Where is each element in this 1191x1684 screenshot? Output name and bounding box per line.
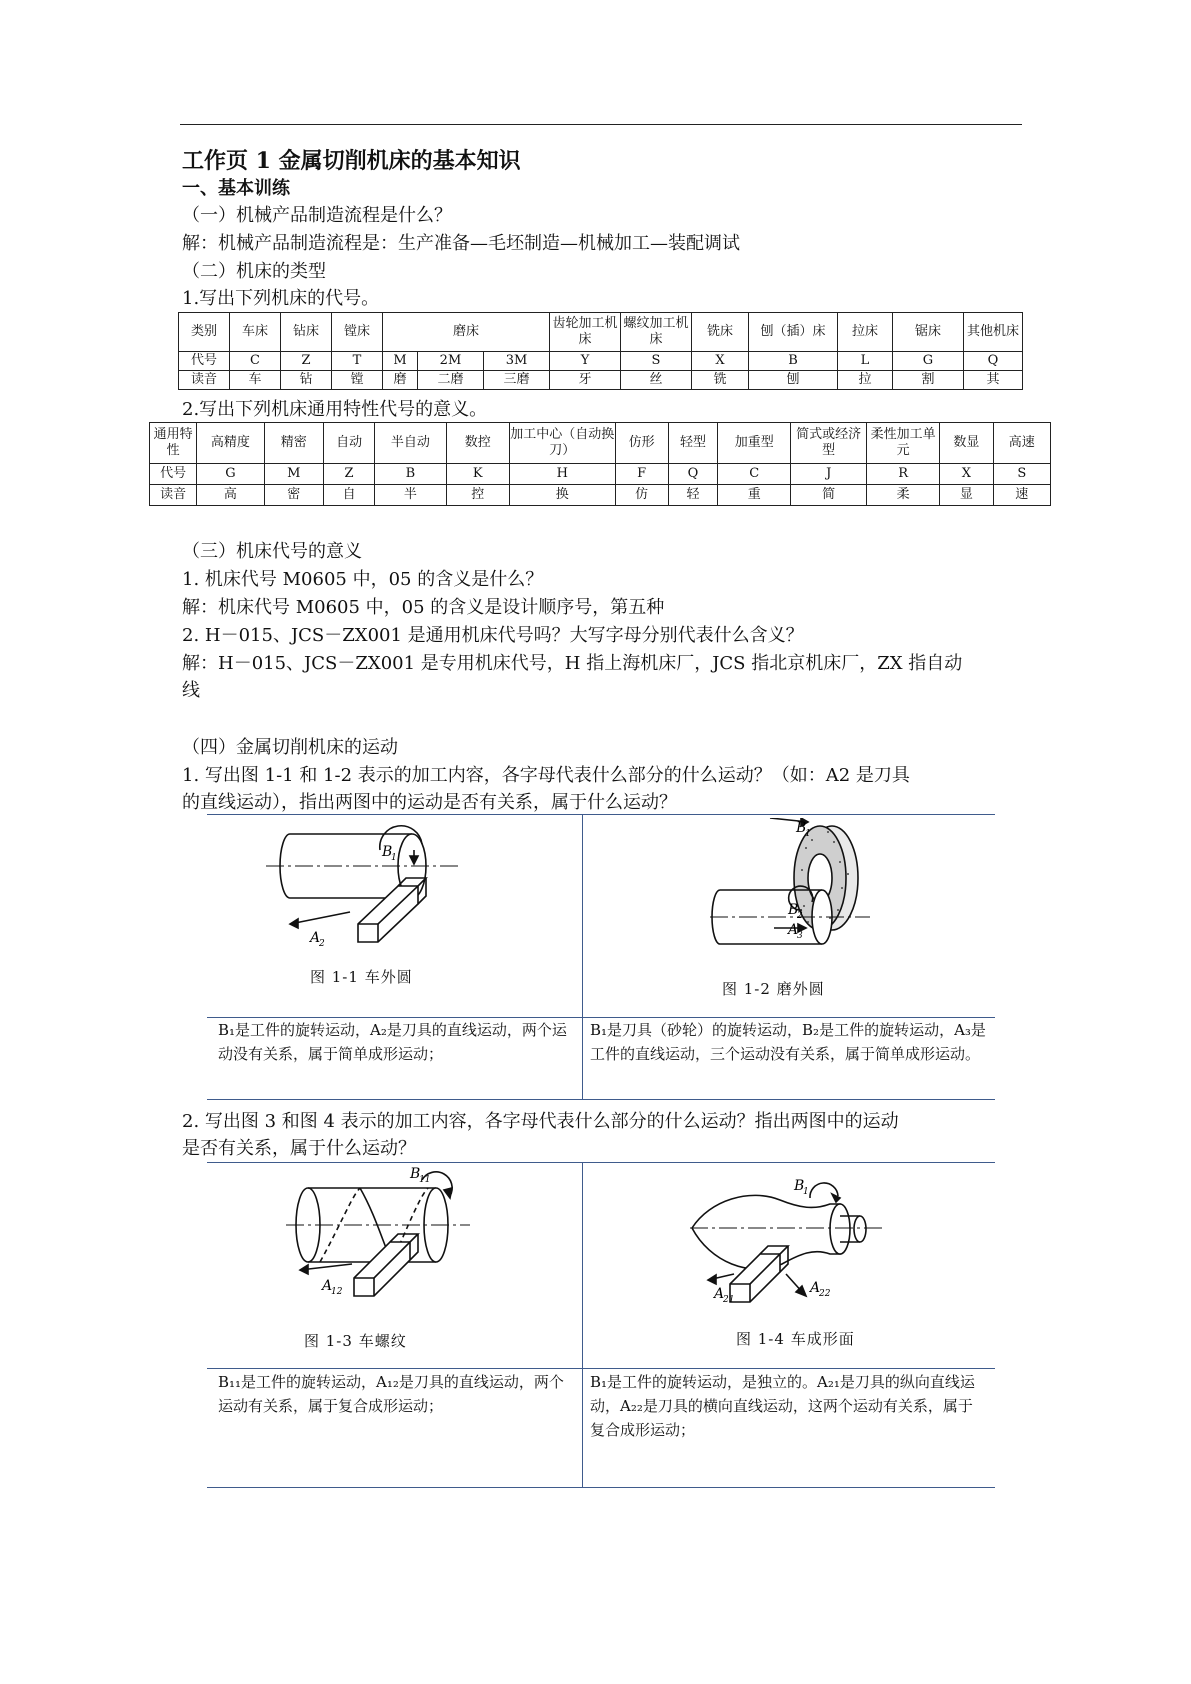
figure-1-1-turning-diagram	[260, 822, 480, 962]
label-a22: A	[810, 1280, 821, 1296]
question-4: （四）金属切削机床的运动	[182, 737, 398, 758]
label-a12-sub: 12	[331, 1287, 343, 1297]
table-cell: 速	[993, 485, 1050, 506]
table-cell: 齿轮加工机床	[550, 313, 621, 352]
table-cell: 3M	[483, 352, 549, 371]
table-cell: 仿形	[615, 423, 668, 464]
table-cell: 简	[791, 485, 866, 506]
table-cell: 高精度	[197, 423, 264, 464]
label-b2: B	[788, 902, 799, 918]
table-cell: H	[509, 464, 615, 485]
header-rule	[180, 124, 1022, 125]
table-cell: 半自动	[375, 423, 446, 464]
figure-1-2-description: B₁是刀具（砂轮）的旋转运动，B₂是工件的旋转运动，A₃是工件的直线运动，三个运动没有关系，属于简单成形运动。	[590, 1021, 986, 1063]
label-b1: B	[382, 844, 393, 860]
table-cell: 通用特性	[150, 423, 197, 464]
table-cell: 控	[446, 485, 509, 506]
table-row	[150, 485, 1051, 506]
question-4-2-continued: 是否有关系，属于什么运动？	[182, 1138, 416, 1159]
table-row	[179, 313, 1023, 352]
label-a21-sub: 21	[723, 1295, 735, 1305]
table-cell: S	[993, 464, 1050, 485]
question-2-1: 1.写出下列机床的代号。	[182, 288, 380, 309]
figure-1-2-caption: 图 1-2 磨外圆	[722, 980, 825, 998]
table-cell: 镗	[332, 371, 383, 390]
table-cell: 铣	[692, 371, 749, 390]
table-cell: 其他机床	[964, 313, 1023, 352]
table-cell: G	[197, 464, 264, 485]
table-cell: 割	[893, 371, 964, 390]
table-cell: T	[332, 352, 383, 371]
table-cell: 锯床	[893, 313, 964, 352]
table-cell: 丝	[621, 371, 692, 390]
answer-3-2: 解：H－015、JCS－ZX001 是专用机床代号，H 指上海机床厂，JCS 指北京机床厂，ZX 指自动	[182, 653, 963, 674]
table-cell: 柔性加工单元	[866, 423, 939, 464]
label-b1: B	[796, 820, 807, 836]
table-cell: 加重型	[718, 423, 791, 464]
table-cell: 刨	[749, 371, 838, 390]
table-row	[179, 352, 1023, 371]
table-cell: 精密	[264, 423, 323, 464]
label-a22-sub: 22	[819, 1289, 831, 1299]
table-cell: 其	[964, 371, 1023, 390]
table-cell: 重	[718, 485, 791, 506]
table-cell: M	[264, 464, 323, 485]
label-a3: A	[788, 922, 799, 938]
figure-grid-rule	[207, 1368, 995, 1369]
label-b1-sub: 1	[805, 829, 811, 839]
label-b1-sub: 1	[391, 853, 397, 863]
question-4-1: 1. 写出图 1-1 和 1-2 表示的加工内容，各字母代表什么部分的什么运动？（如：A2 是刀具	[182, 765, 910, 786]
table-cell: Q	[668, 464, 717, 485]
table-cell: 柔	[866, 485, 939, 506]
figure-1-2-grinding-diagram	[710, 818, 900, 968]
characteristic-code-table	[149, 422, 1051, 506]
figure-1-3-caption: 图 1-3 车螺纹	[304, 1332, 407, 1350]
table-cell: 自	[323, 485, 374, 506]
table-cell: 换	[509, 485, 615, 506]
table-cell: 轻型	[668, 423, 717, 464]
table-cell: 密	[264, 485, 323, 506]
table-cell: 拉	[838, 371, 893, 390]
table-cell: 螺纹加工机床	[621, 313, 692, 352]
label-b1: B	[794, 1178, 805, 1194]
machine-code-table	[178, 312, 1023, 390]
table-cell: X	[692, 352, 749, 371]
label-b11-sub: 11	[419, 1175, 431, 1185]
table-cell: 高速	[993, 423, 1050, 464]
answer-3-1: 解：机床代号 M0605 中，05 的含义是设计顺序号，第五种	[182, 597, 665, 618]
table-cell: 铣床	[692, 313, 749, 352]
table-cell: 二磨	[417, 371, 483, 390]
table-cell: L	[838, 352, 893, 371]
table-cell: Y	[550, 352, 621, 371]
section-heading: 一、基本训练	[182, 178, 290, 199]
table-cell: C	[230, 352, 281, 371]
table-cell: 磨	[383, 371, 418, 390]
table-cell: B	[749, 352, 838, 371]
table-row	[179, 371, 1023, 390]
table-cell: 读音	[150, 485, 197, 506]
table-row	[150, 464, 1051, 485]
question-4-1-continued: 的直线运动），指出两图中的运动是否有关系，属于什么运动？	[182, 792, 677, 813]
label-a3-sub: 3	[797, 931, 803, 941]
table-cell: M	[383, 352, 418, 371]
table-cell: 2M	[417, 352, 483, 371]
label-a2-sub: 2	[319, 939, 325, 949]
table-cell: 钻床	[281, 313, 332, 352]
page-title: 工作页 1 金属切削机床的基本知识	[182, 148, 521, 174]
table-cell: C	[718, 464, 791, 485]
table-cell: 自动	[323, 423, 374, 464]
label-a2: A	[310, 930, 321, 946]
table-cell: 磨床	[383, 313, 550, 352]
table-cell: Z	[323, 464, 374, 485]
table-cell: 代号	[150, 464, 197, 485]
figure-1-4-description: B₁是工件的旋转运动，是独立的。A₂₁是刀具的纵向直线运动，A₂₂是刀具的横向直线运动，这两个运动有关系，属于复合成形运动；	[590, 1373, 975, 1439]
table-cell: B	[375, 464, 446, 485]
table-cell: F	[615, 464, 668, 485]
label-b11: B	[410, 1166, 421, 1182]
figure-grid-divider	[582, 814, 583, 1100]
table-cell: J	[791, 464, 866, 485]
figure-grid-divider	[582, 1162, 583, 1488]
question-2-2: 2.写出下列机床通用特性代号的意义。	[182, 399, 488, 420]
table-cell: 牙	[550, 371, 621, 390]
table-cell: 加工中心（自动换刀）	[509, 423, 615, 464]
figure-1-3-thread-diagram	[280, 1166, 480, 1306]
table-cell: 代号	[179, 352, 230, 371]
figure-1-4-form-turning-diagram	[690, 1170, 890, 1310]
table-cell: Z	[281, 352, 332, 371]
figure-1-3-description: B₁₁是工件的旋转运动，A₁₂是刀具的直线运动，两个运动有关系，属于复合成形运动；	[218, 1373, 564, 1415]
label-a21: A	[714, 1286, 725, 1302]
label-a12: A	[322, 1278, 333, 1294]
answer-1: 解：机械产品制造流程是：生产准备—毛坯制造—机械加工—装配调试	[182, 233, 740, 254]
label-b2-sub: 2	[797, 911, 803, 921]
table-cell: 数显	[940, 423, 993, 464]
table-cell: 简式或经济型	[791, 423, 866, 464]
question-4-2: 2. 写出图 3 和图 4 表示的加工内容，各字母代表什么部分的什么运动？指出两图中的运动	[182, 1111, 899, 1132]
table-cell: X	[940, 464, 993, 485]
table-cell: 半	[375, 485, 446, 506]
table-cell: S	[621, 352, 692, 371]
question-2: （二）机床的类型	[182, 261, 326, 282]
question-1: （一）机械产品制造流程是什么？	[182, 205, 452, 226]
table-cell: 仿	[615, 485, 668, 506]
table-cell: 车床	[230, 313, 281, 352]
table-cell: K	[446, 464, 509, 485]
table-cell: G	[893, 352, 964, 371]
table-cell: 刨（插）床	[749, 313, 838, 352]
table-cell: Q	[964, 352, 1023, 371]
figure-1-1-caption: 图 1-1 车外圆	[310, 968, 413, 986]
answer-3-2-continued: 线	[182, 680, 200, 701]
label-b1-sub: 1	[803, 1187, 809, 1197]
figure-1-1-description: B₁是工件的旋转运动，A₂是刀具的直线运动，两个运动没有关系，属于简单成形运动；	[218, 1021, 567, 1063]
table-cell: 拉床	[838, 313, 893, 352]
question-3-2: 2. H－015、JCS－ZX001 是通用机床代号吗？大写字母分别代表什么含义？	[182, 625, 804, 646]
question-3-1: 1. 机床代号 M0605 中，05 的含义是什么？	[182, 569, 544, 590]
figure-1-4-caption: 图 1-4 车成形面	[736, 1330, 855, 1348]
table-cell: 数控	[446, 423, 509, 464]
table-cell: 轻	[668, 485, 717, 506]
table-cell: 钻	[281, 371, 332, 390]
table-cell: 高	[197, 485, 264, 506]
question-3: （三）机床代号的意义	[182, 541, 362, 562]
table-cell: 读音	[179, 371, 230, 390]
table-cell: 镗床	[332, 313, 383, 352]
table-cell: 类别	[179, 313, 230, 352]
table-cell: 三磨	[483, 371, 549, 390]
table-cell: R	[866, 464, 939, 485]
table-cell: 显	[940, 485, 993, 506]
table-row	[150, 423, 1051, 464]
table-cell: 车	[230, 371, 281, 390]
